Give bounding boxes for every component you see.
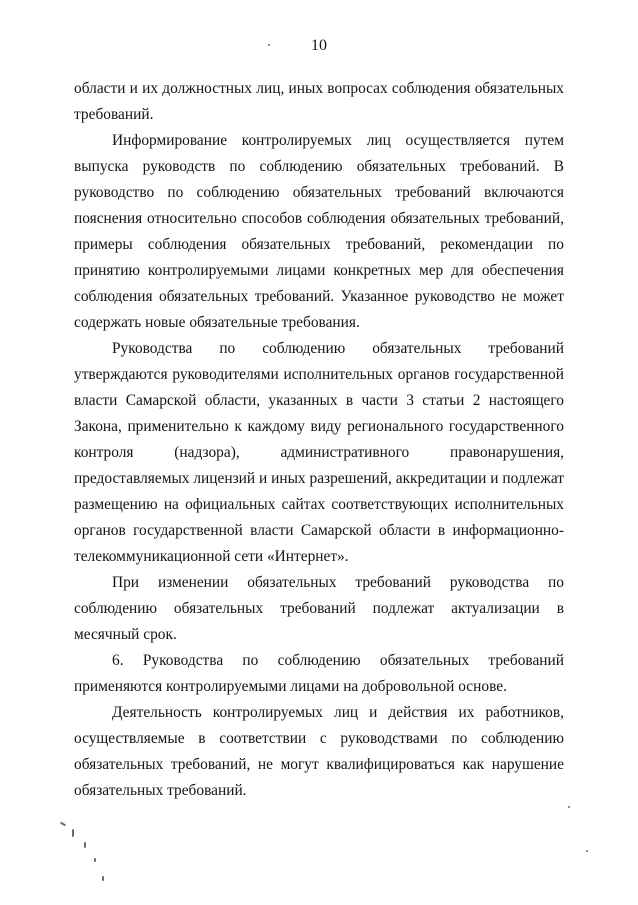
paragraph-activity: Деятельность контролируемых лиц и действия их работников, осуществляемые в соответствии с руководствами по соблюдению обязательных требований, не могут квалифицироваться как нарушение обязательных требований. (74, 704, 564, 799)
scan-speck (60, 822, 66, 827)
scan-speck (94, 858, 96, 862)
scan-speck (102, 876, 104, 881)
page-number: 10 (311, 37, 327, 54)
scan-speck (72, 829, 74, 837)
scan-speck (268, 44, 270, 46)
paragraph-guidelines-update: При изменении обязательных требований руководства по соблюдению обязательных требований подлежат актуализации в месячный срок. (74, 574, 564, 643)
scan-speck (586, 850, 588, 852)
document-body (74, 76, 564, 804)
paragraph-informing: Информирование контролируемых лиц осуществляется путем выпуска руководств по соблюдению обязательных требований. В руководство по соблюдению обязательных требований включаются пояснения относительно способов соблюдения обязательных требований, примеры соблюдения обязательных требований, рекомендации по принятию контролируемыми лицами конкретных мер для обеспечения соблюдения обязательных требований. Указанное руководство не может содержать новые обязательные требования. (74, 132, 564, 331)
paragraph-continuation: области и их должностных лиц, иных вопросах соблюдения обязательных требований. (74, 80, 564, 123)
scan-speck (84, 842, 86, 848)
paragraph-guidelines-approval: Руководства по соблюдению обязательных требований утверждаются руководителями исполнительных органов государственной власти Самарской области, указанных в части 3 статьи 2 настоящего Закона, применительно к каждому виду регионального государственного контроля (надзора), административного правонарушения, предоставляемых лицензий и иных разрешений, аккредитации и подлежат размещению на официальных сайтах соответствующих исполнительных органов государственной власти Самарской области в информационно-телекоммуникационной сети «Интернет». (74, 340, 564, 565)
scan-speck (568, 806, 570, 808)
paragraph-item-6: 6. Руководства по соблюдению обязательных требований применяются контролируемыми лицами на добровольной основе. (74, 652, 564, 695)
